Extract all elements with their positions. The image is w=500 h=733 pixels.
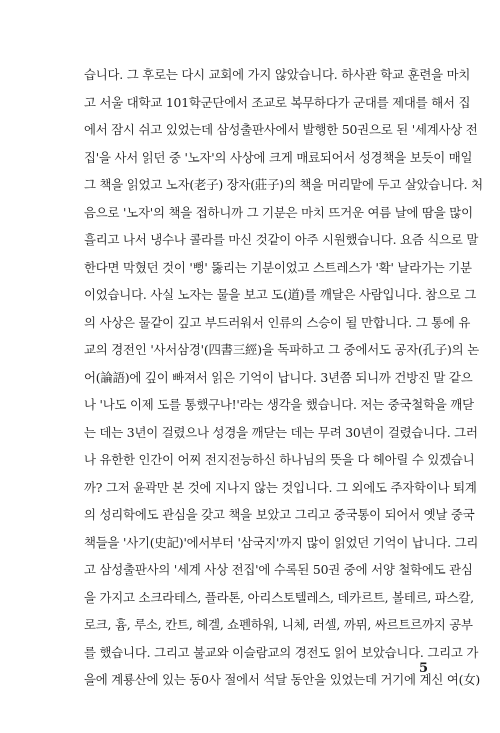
text-line: 나 '나도 이제 도를 통했구나!'라는 생각을 했습니다. 저는 중국철학을 깨닫 [84, 397, 474, 412]
text-line: 을 가지고 소크라테스, 플라톤, 아리스토텔레스, 데카르트, 볼테르, 파스칼, [84, 589, 474, 605]
text-line: 교의 경전인 '사서삼경'(四書三經)을 독파하고 그 중에서도 공자(孔子)의 논 [84, 342, 479, 357]
text-line: 이었습니다. 사실 노자는 물을 보고 도(道)를 깨달은 사람입니다. 참으로 그 [84, 287, 477, 302]
text-line: 흘리고 나서 냉수나 콜라를 마신 것같이 아주 시원했습니다. 요즘 식으로 말 [84, 232, 479, 247]
text-line: 책들을 '사기(史記)'에서부터 '삼국지'까지 많이 읽었던 기억이 납니다. 그리 [84, 534, 479, 550]
text-line: 에서 잠시 쉬고 있었는데 삼성출판사에서 발행한 50권으로 된 '세계사상 전 [84, 122, 478, 137]
text-line: 습니다. 그 후로는 다시 교회에 가지 않았습니다. 하사관 학교 훈련을 마치 [84, 67, 471, 82]
text-line: 집'을 사서 읽던 중 '노자'의 사상에 크게 매료되어서 성경책을 보듯이 매일 [84, 149, 473, 165]
body-text [84, 61, 483, 694]
text-line: 어(論語)에 깊이 빠져서 읽은 기억이 납니다. 3년쯤 되니까 건방진 말 같으 [84, 369, 473, 385]
text-line: 음으로 '노자'의 책을 접하니까 그 기분은 마치 뜨거운 여름 날에 땀을 많이 [84, 204, 473, 220]
page-number: 5 [418, 661, 428, 676]
text-line: 를 했습니다. 그리고 불교와 이슬람교의 경전도 읽어 보았습니다. 그리고 가 [84, 644, 479, 660]
text-line: 는 데는 3년이 걸렸으나 성경을 깨닫는 데는 무려 30년이 걸렸습니다. 그러 [84, 424, 478, 440]
text-line: 한다면 막혔던 것이 '뻥' 뚫리는 기분이었고 스트레스가 '확' 날라가는 기분 [84, 259, 472, 275]
text-line: 까? 그저 윤곽만 본 것에 지나지 않는 것입니다. 그 외에도 주자학이나 퇴계 [84, 479, 477, 495]
text-line: 로크, 흄, 루소, 칸트, 헤겔, 쇼펜하워, 니체, 러셀, 까뮈, 싸르트르까지 공부 [84, 617, 473, 632]
text-line: 의 성리학에도 관심을 갖고 책을 보았고 그리고 중국통이 되어서 옛날 중국 [84, 507, 475, 522]
text-line: 을에 계룡산에 있는 동0사 절에서 석달 동안을 있었는데 거기에 계신 여(女) [84, 672, 481, 687]
text-line: 나 유한한 인간이 어찌 전지전능하신 하나님의 뜻을 다 헤아릴 수 있겠습니 [84, 452, 475, 467]
text-line: 고 삼성출판사의 '세계 사상 전집'에 수록된 50권 중에 서양 철학에도 관심 [84, 562, 473, 577]
text-line: 그 책을 읽었고 노자(老子) 장자(莊子)의 책을 머리맡에 두고 살았습니다. 처 [84, 177, 483, 192]
text-line: 의 사상은 물같이 깊고 부드러워서 인류의 스승이 될 만합니다. 그 통에 유 [84, 314, 471, 330]
text-line: 고 서울 대학교 101학군단에서 조교로 복무하다가 군대를 제대를 해서 집 [84, 94, 471, 110]
